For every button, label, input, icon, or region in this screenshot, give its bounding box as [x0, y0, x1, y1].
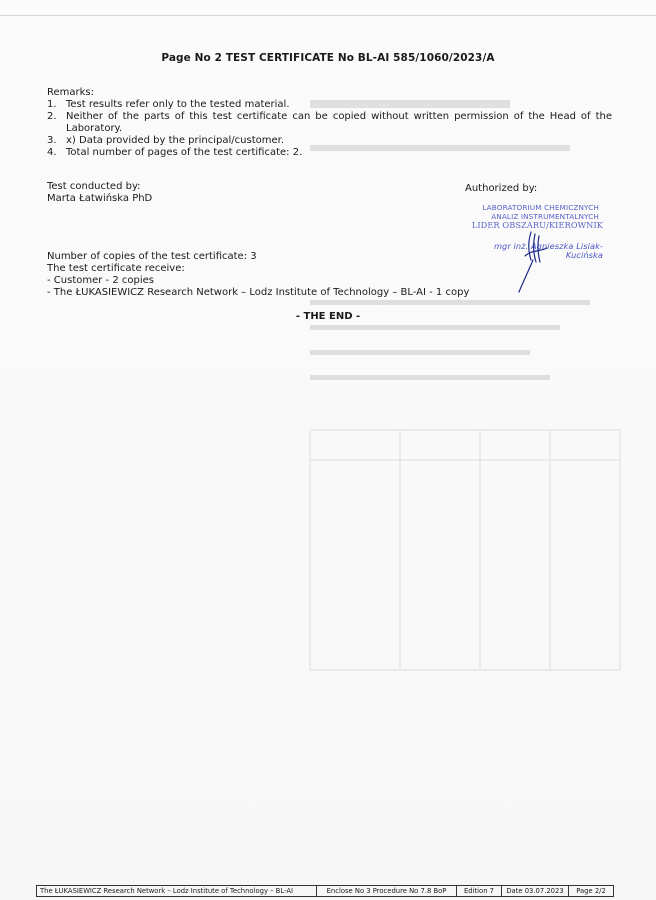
remark-number: 1. — [47, 99, 57, 110]
copies-receive-label: The test certificate receive: — [47, 263, 185, 274]
remarks-list — [47, 99, 612, 159]
remark-number: 2. — [47, 111, 57, 122]
copies-count: Number of copies of the test certificate: 3 — [47, 251, 257, 262]
remark-text: x) Data provided by the principal/customer. — [66, 135, 284, 146]
conducted-by-block — [47, 181, 152, 205]
remark-number: 4. — [47, 147, 57, 158]
the-end-marker: - THE END - — [295, 311, 361, 322]
official-stamp — [463, 203, 603, 260]
authorized-by-label: Authorized by: — [465, 183, 538, 194]
conducted-by-label: Test conducted by: — [47, 181, 141, 192]
copies-institute: - The ŁUKASIEWICZ Research Network – Lodz Institute of Technology – BL-AI - 1 copy — [47, 287, 470, 298]
page-footer — [36, 885, 614, 897]
stamp-line: ANALIZ INSTRUMENTALNYCH — [491, 211, 599, 221]
footer-edition: Edition 7 — [457, 886, 502, 896]
remark-text: Total number of pages of the test certificate: 2. — [66, 147, 303, 158]
footer-date: Date 03.07.2023 — [502, 886, 569, 896]
conducted-by-name: Marta Łatwińska PhD — [47, 193, 153, 204]
certificate-title: Page No 2 TEST CERTIFICATE No BL-AI 585/1060/2023/A — [161, 52, 495, 64]
handwritten-signature — [495, 228, 555, 298]
remark-item — [47, 135, 612, 147]
remark-item — [47, 111, 612, 135]
remark-item — [47, 99, 612, 111]
remark-text: Neither of the parts of this test certificate can be copied without written permission of the Head of the Laboratory. — [66, 111, 612, 134]
stamp-name: mgr inż. Agnieszka Lisiak-Kucińska — [493, 241, 603, 260]
show-through-background — [300, 60, 640, 820]
footer-page-number: Page 2/2 — [576, 887, 606, 895]
remark-text: Test results refer only to the tested material. — [66, 99, 290, 110]
footer-enclose: Enclose No 3 Procedure No 7.8 BoP — [317, 886, 457, 896]
top-border-line — [0, 15, 656, 16]
copies-block — [47, 251, 469, 299]
stamp-line: LABORATORIUM CHEMICZNYCH — [482, 203, 599, 212]
remarks-heading: Remarks: — [47, 87, 95, 98]
stamp-line: LIDER OBSZARU/KIEROWNIK — [471, 220, 603, 230]
remark-item — [47, 147, 612, 159]
footer-organization: The ŁUKASIEWICZ Research Network – Lodz Institute of Technology – BL-AI — [37, 886, 317, 896]
copies-customer: - Customer - 2 copies — [47, 275, 154, 286]
remark-number: 3. — [47, 135, 57, 146]
